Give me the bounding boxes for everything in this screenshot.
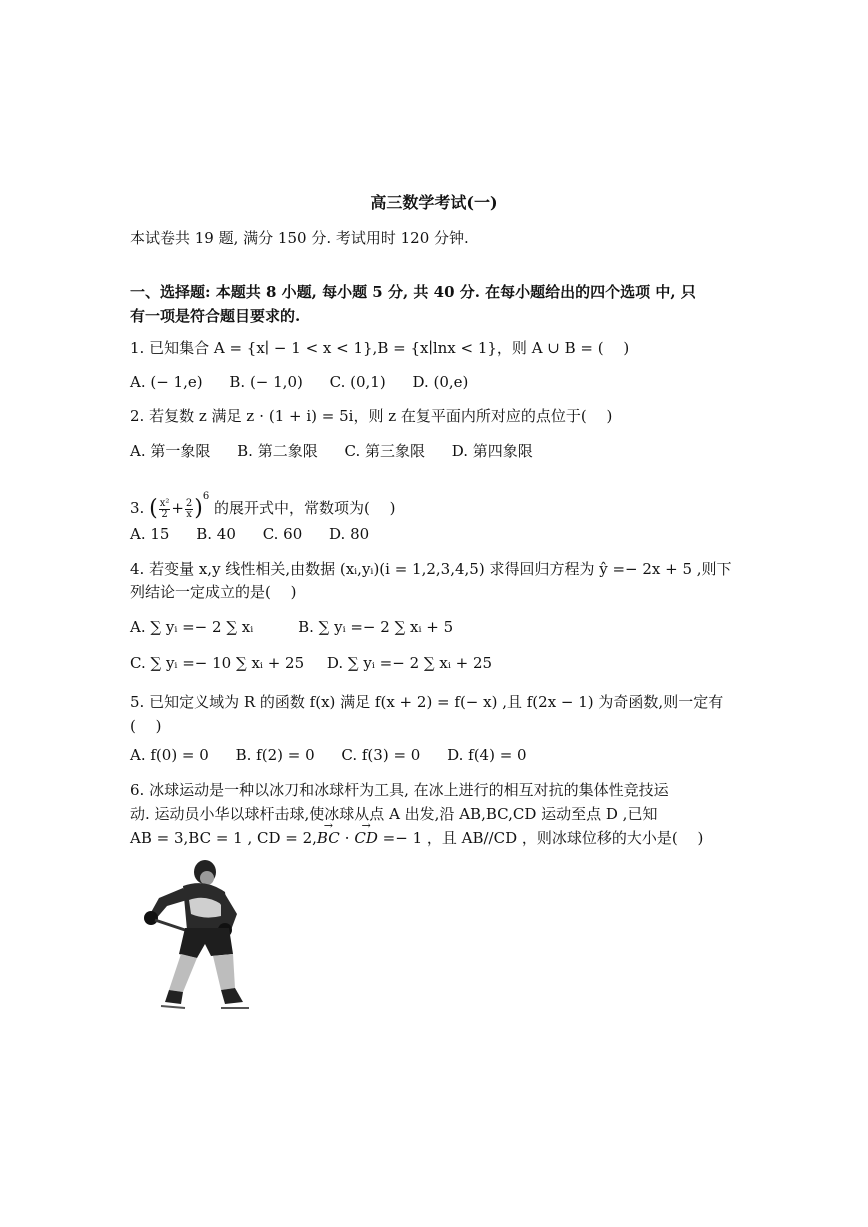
q4-options-row1 <box>130 615 750 639</box>
q2-stem: 2. 若复数 z 满足 z ⋅ (1 + i) = 5i，则 z 在复平面内所对应的点位于( ) <box>130 407 613 425</box>
q5-options <box>130 743 750 767</box>
q3-option-c: C. 60 <box>262 525 303 543</box>
q4-option-a: A. ∑ yᵢ =− 2 ∑ xᵢ <box>130 618 254 636</box>
exam-intro: 本试卷共 19 题, 满分 150 分. 考试用时 120 分钟. <box>130 229 469 247</box>
q1-option-d: D. (0,e) <box>412 373 469 391</box>
q4-options-row2 <box>130 651 750 675</box>
q1-stem: 1. 已知集合 A = {x∣ − 1 < x < 1},B = {x∣lnx < 1}，则 A ∪ B = ( ) <box>130 339 630 357</box>
section1-heading-line2: 有一项是符合题目要求的. <box>130 307 301 325</box>
q3-power: 6 <box>202 491 210 502</box>
q3-frac1-num: x² <box>159 497 170 509</box>
q3-open-paren: ( <box>149 496 158 521</box>
q3-fraction-1 <box>159 499 171 520</box>
q6-stem-line1: 6. 冰球运动是一种以冰刀和冰球杆为工具, 在冰上进行的相互对抗的集体性竞技运 <box>130 781 669 799</box>
q6-given-lengths: AB = 3,BC = 1 , CD = 2, <box>130 829 317 847</box>
q4-option-d: D. ∑ yᵢ =− 2 ∑ xᵢ + 25 <box>326 654 493 672</box>
q5-stem-line1: 5. 已知定义域为 R 的函数 f(x) 满足 f(x + 2) = f(− x) ,且 f(2x − 1) 为奇函数,则一定有 <box>130 693 724 711</box>
q3-fraction-2 <box>185 499 193 520</box>
q5-option-a: A. f(0) = 0 <box>130 746 209 764</box>
q1-option-a: A. (− 1,e) <box>130 373 203 391</box>
q2-option-a: A. 第一象限 <box>130 442 211 460</box>
q3-frac2-den: x <box>186 508 192 520</box>
q6-vector-bc: → BC <box>317 826 340 850</box>
q1-option-c: C. (0,1) <box>329 373 386 391</box>
q5-stem-line2: ( ) <box>130 717 162 735</box>
q5-option-c: C. f(3) = 0 <box>341 746 421 764</box>
q6-stem-line2: 动. 运动员小华以球杆击球,使冰球从点 A 出发,沿 AB,BC,CD 运动至点 D ,已知 <box>130 805 658 823</box>
q3-option-b: B. 40 <box>196 525 236 543</box>
q2-options <box>130 439 750 463</box>
q2-option-b: B. 第二象限 <box>237 442 318 460</box>
section1-heading-line1: 一、选择题: 本题共 8 小题, 每小题 5 分, 共 40 分. 在每小题给出的四个选项 中, 只 <box>130 283 696 301</box>
q4-option-c: C. ∑ yᵢ =− 10 ∑ xᵢ + 25 <box>130 654 305 672</box>
q5-option-b: B. f(2) = 0 <box>235 746 315 764</box>
q1-option-b: B. (− 1,0) <box>229 373 303 391</box>
q3-tail: 的展开式中，常数项为( ) <box>214 499 396 517</box>
q6-stem-tail: =− 1 ，且 AB//CD ，则冰球位移的大小是( ) <box>377 829 704 847</box>
exam-title: 高三数学考试(一) <box>370 193 498 212</box>
q3-plus: + <box>171 499 184 517</box>
q3-option-d: D. 80 <box>329 525 370 543</box>
q2-option-d: D. 第四象限 <box>451 442 533 460</box>
q3-options <box>130 522 750 546</box>
q6-vector-cd: → CD <box>354 826 378 850</box>
q5-option-d: D. f(4) = 0 <box>447 746 527 764</box>
q4-option-b: B. ∑ yᵢ =− 2 ∑ xᵢ + 5 <box>298 618 454 636</box>
q3-frac1-den: 2 <box>161 508 168 520</box>
q1-options <box>130 370 750 394</box>
q3-close-paren: ) <box>194 496 203 521</box>
q3-stem <box>130 482 750 524</box>
hockey-player-illustration <box>125 858 255 1018</box>
q2-option-c: C. 第三象限 <box>344 442 425 460</box>
q4-stem-line1: 4. 若变量 x,y 线性相关,由数据 (xᵢ,yᵢ)(i = 1,2,3,4,5) 求得回归方程为 ŷ =− 2x + 5 ,则下 <box>130 560 732 578</box>
q4-stem-line2: 列结论一定成立的是( ) <box>130 583 297 601</box>
q6-dot-operator: ⋅ <box>339 829 355 847</box>
q3-number: 3. <box>130 499 145 517</box>
q3-option-a: A. 15 <box>130 525 170 543</box>
q3-frac2-num: 2 <box>185 497 193 509</box>
q6-stem-line3 <box>130 826 750 850</box>
